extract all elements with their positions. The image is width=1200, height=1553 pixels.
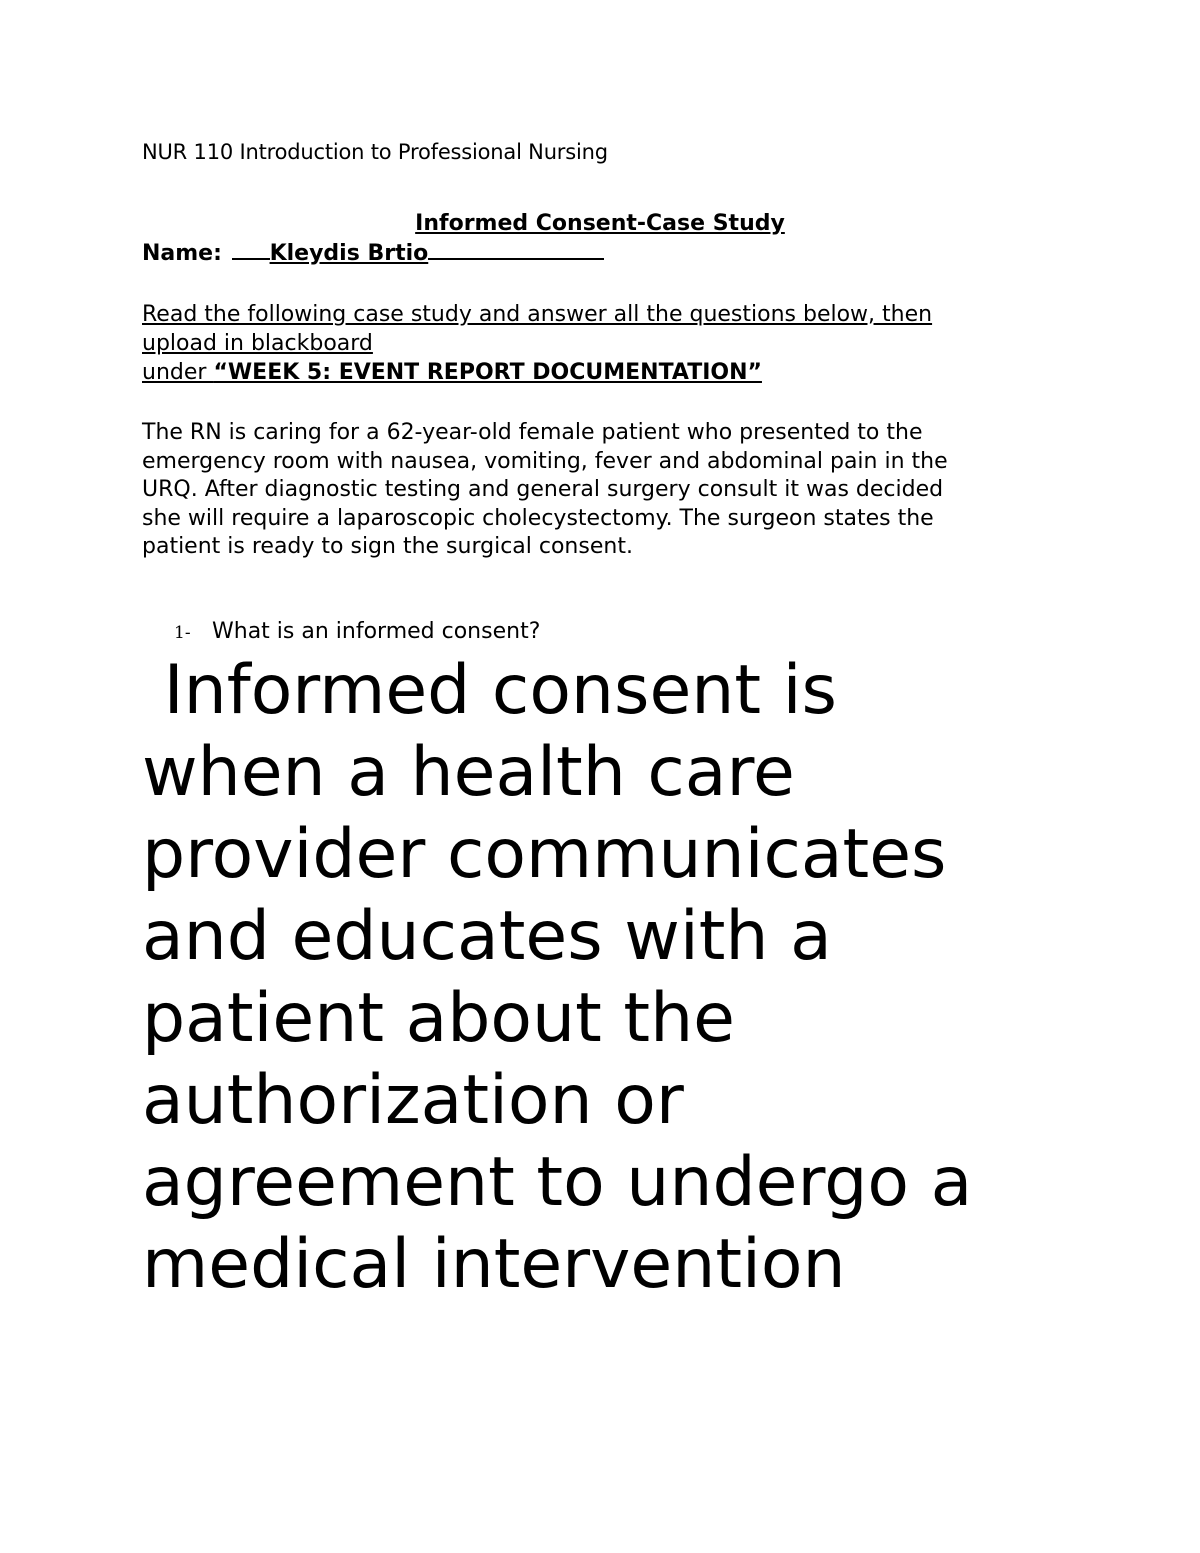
case-study-paragraph xyxy=(142,419,1042,562)
instructions-line-3 xyxy=(142,358,1022,387)
case-line-2: emergency room with nausea, vomiting, fever and abdominal pain in the xyxy=(142,448,948,474)
question-1 xyxy=(174,619,540,644)
answer-line-4: and educates with a xyxy=(142,897,832,976)
case-line-3: URQ. After diagnostic testing and general surgery consult it was decided xyxy=(142,477,944,502)
instructions xyxy=(142,300,1022,387)
question-1-number: 1- xyxy=(174,623,191,643)
question-1-text: What is an informed consent? xyxy=(212,619,541,644)
name-label: Name: xyxy=(142,241,230,266)
instructions-line-1: Read the following case study and answer all the questions below, then xyxy=(142,302,933,327)
answer-line-1: Informed consent is xyxy=(142,651,837,730)
name-field xyxy=(142,241,604,266)
answer-line-6: authorization or xyxy=(142,1061,684,1140)
name-blank-tail xyxy=(428,257,604,260)
week-assignment-label: “WEEK 5: EVENT REPORT DOCUMENTATION” xyxy=(213,360,762,385)
name-blank-lead xyxy=(232,257,270,260)
answer-line-8: medical intervention xyxy=(142,1225,846,1304)
course-line: NUR 110 Introduction to Professional Nursing xyxy=(142,140,608,164)
case-line-4: she will require a laparoscopic cholecystectomy. The surgeon states the xyxy=(142,505,934,531)
instructions-line-2: upload in blackboard xyxy=(142,331,373,356)
answer-line-7: agreement to undergo a xyxy=(142,1143,973,1222)
document-title: Informed Consent-Case Study xyxy=(415,211,785,236)
answer-line-3: provider communicates xyxy=(142,815,947,894)
answer-line-2: when a health care xyxy=(142,733,795,812)
answer-1 xyxy=(142,650,1142,1306)
answer-line-5: patient about the xyxy=(142,979,736,1058)
name-value: Kleydis Brtio xyxy=(269,241,429,266)
case-line-5: patient is ready to sign the surgical consent. xyxy=(142,534,633,559)
case-line-1: The RN is caring for a 62-year-old female patient who presented to the xyxy=(142,420,923,445)
instructions-line-3-prefix: under xyxy=(142,360,214,385)
